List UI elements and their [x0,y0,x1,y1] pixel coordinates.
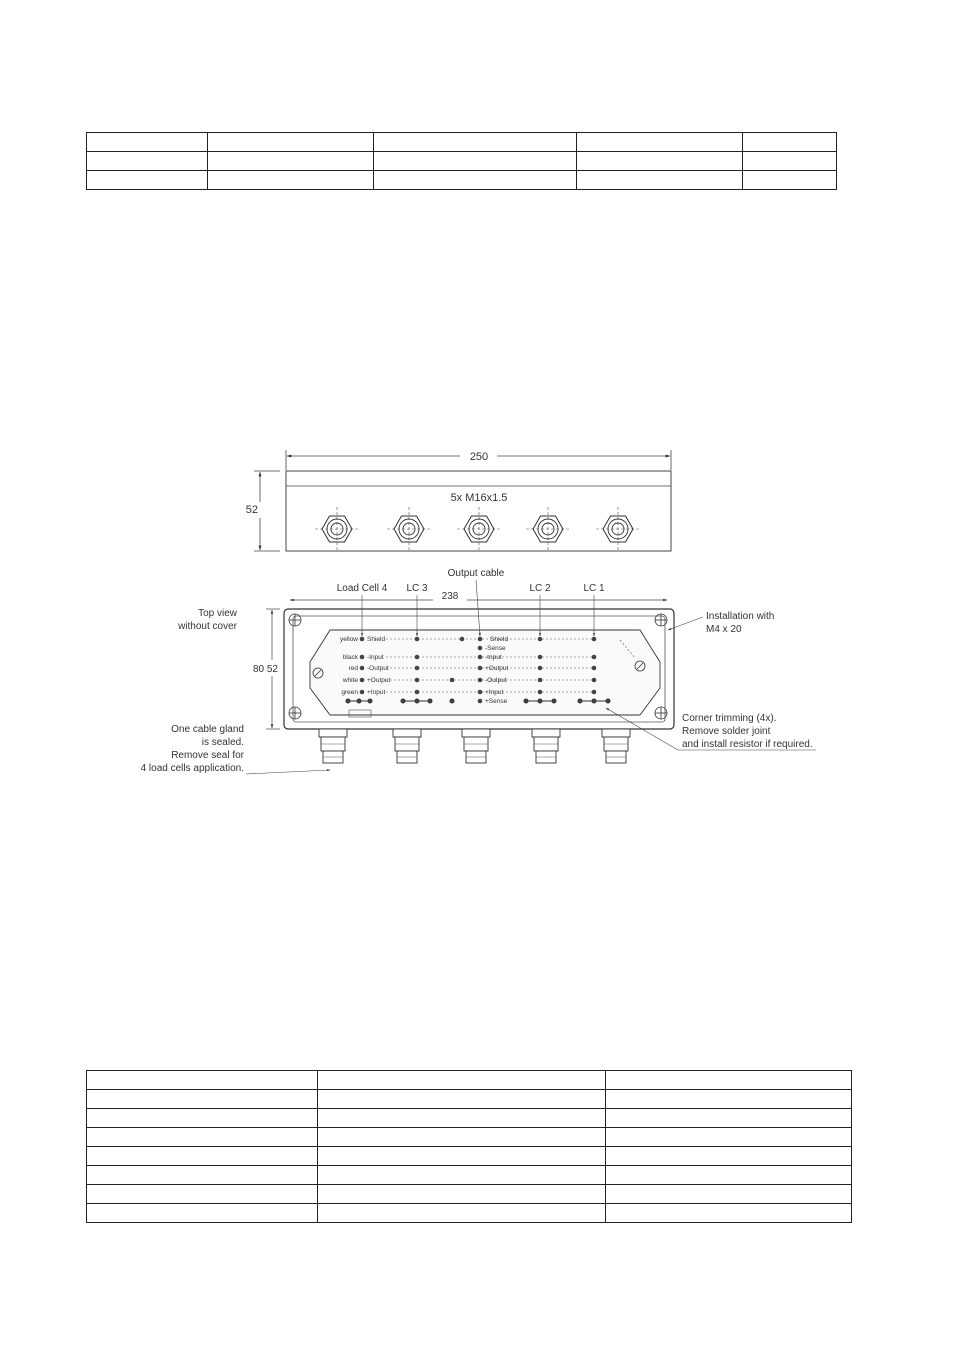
trimming-note-2: Remove solder joint [682,726,771,737]
bottom-table [86,1070,852,1223]
label-lc1: LC 1 [583,583,605,594]
wire-color-white: white [342,677,358,684]
top-table [86,132,837,190]
table-row [87,1185,852,1204]
installation-note-1: Installation with [706,611,775,622]
cable-gland-5 [602,729,630,763]
wire-color-black: black [342,654,358,661]
cable-gland-1 [319,729,347,763]
table-row [87,1147,852,1166]
side-height-dim: 52 [245,504,258,516]
table-row [87,1166,852,1185]
side-width-dim: 250 [469,451,489,463]
out-signal-minus-input: -Input [485,654,502,661]
gland-note-2: is sealed. [201,737,244,748]
top-view [141,568,816,774]
junction-box-drawing [130,440,830,790]
gland-note-3: Remove seal for [171,750,244,761]
gland-note-4: 4 load cells application. [140,763,244,774]
table-row [87,1109,852,1128]
side-view [246,450,671,551]
out-signal-plus-input: +Input [485,689,504,696]
label-load-cell-4: Load Cell 4 [336,583,388,594]
gland-count-label: 5x M16x1.5 [450,492,508,504]
left-signal-plus-input: +Input [367,689,386,696]
left-signal-plus-output: +Output [367,677,391,684]
cable-gland-3 [462,729,490,763]
cable-gland-2 [393,729,421,763]
cable-gland-4 [532,729,560,763]
top-view-caption-1: Top view [198,608,237,619]
out-signal-plus-output: +Output [485,665,509,672]
table-row [87,1090,852,1109]
left-signal-shield: Shield [367,636,386,643]
left-signal-minus-output: -Output [367,665,389,672]
gland-note-1: One cable gland [171,724,244,735]
table-row [87,1128,852,1147]
table-row [87,133,837,152]
table-row [87,1204,852,1223]
table-row [87,171,837,190]
wire-color-red: red [348,665,358,672]
table-row [87,152,837,171]
trimming-note-1: Corner trimming (4x). [682,713,777,724]
wire-color-green: green [341,689,358,696]
table-row [87,1071,852,1090]
label-lc2: LC 2 [529,583,551,594]
out-signal-minus-output: -Output [485,677,507,684]
label-lc3: LC 3 [406,583,428,594]
top-view-caption-2: without cover [178,621,237,632]
out-signal-shield: Shield [490,636,509,643]
top-height-dims: 80 52 [252,664,278,675]
left-signal-minus-input: -Input [367,654,384,661]
trimming-note-3: and install resistor if required. [682,739,813,750]
out-signal-plus-sense: +Sense [485,698,508,705]
inner-width-dim: 238 [441,591,459,602]
out-signal-minus-sense: -Sense [485,645,506,652]
installation-note-2: M4 x 20 [706,624,742,635]
wire-color-yellow: yellow [339,636,358,643]
label-output-cable: Output cable [447,568,505,579]
